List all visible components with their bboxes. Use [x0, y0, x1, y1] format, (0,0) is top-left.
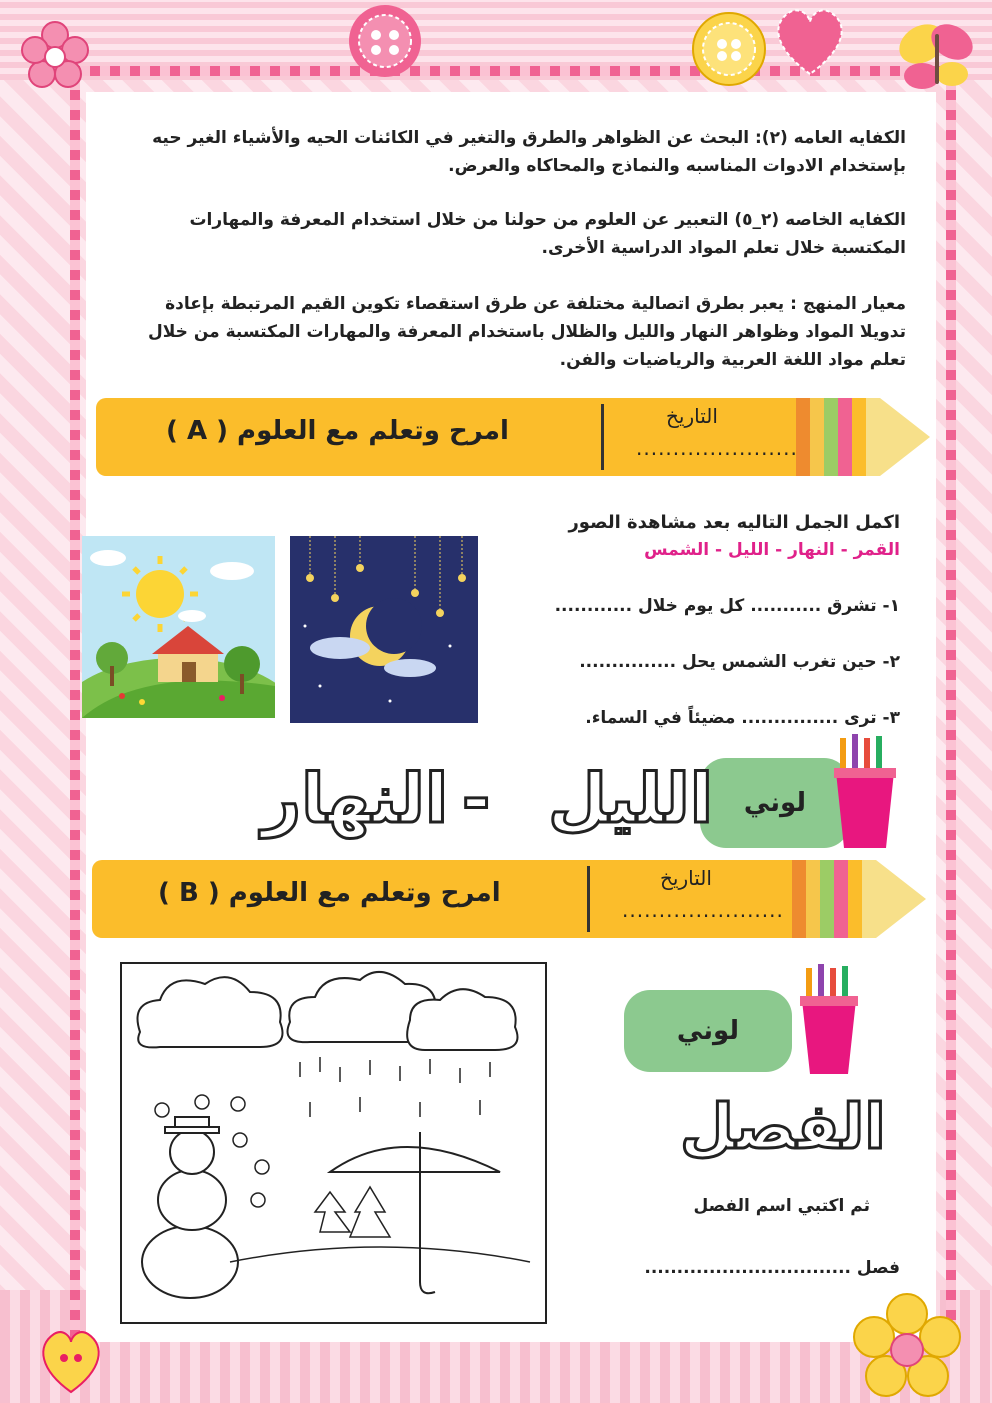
pencil-stripe	[824, 398, 838, 476]
pencil-stripe	[806, 860, 820, 938]
question-1: ١- تشرق ........... كل يوم خلال ............	[554, 596, 900, 616]
pencil-stripe	[838, 398, 852, 476]
outline-word-night: الليل	[548, 760, 714, 839]
right-wavy-border	[946, 70, 956, 1350]
section-b-title: امرح وتعلم مع العلوم ( B )	[158, 878, 501, 908]
instruction-text: اكمل الجمل التاليه بعد مشاهدة الصور	[568, 512, 900, 533]
word-bank: القمر - النهار - الليل - الشمس	[644, 540, 900, 560]
butterfly-icon	[892, 14, 982, 104]
flower-icon	[20, 20, 90, 90]
pencil-cup-icon	[828, 732, 898, 852]
date-line[interactable]: ......................	[636, 436, 798, 460]
pencil-stripe	[796, 398, 810, 476]
heart-icon	[36, 1326, 106, 1396]
winter-rain-coloring-image	[120, 962, 547, 1324]
color-tag-label: لوني	[743, 788, 807, 818]
question-3: ٣- ترى ............... مضيئاً في السماء.	[585, 708, 900, 728]
banner-divider	[587, 866, 590, 932]
left-wavy-border	[70, 70, 80, 1350]
pencil-stripe	[834, 860, 848, 938]
general-competency-text: الكفايه العامه (٢): البحث عن الظواهر والطرق والتغير في الكائنات الحيه والأشياء الغير حيه بإستخدام الادوات المناسبه والنماذج والمحاكاه والعرض.	[152, 128, 906, 176]
color-tag-b	[624, 990, 792, 1072]
pencil-stripe	[848, 860, 862, 938]
section-a-title: امرح وتعلم مع العلوم ( A )	[166, 416, 509, 446]
color-tag-label: لوني	[676, 1016, 740, 1046]
date-label: التاريخ	[666, 404, 718, 428]
pencil-stripe	[820, 860, 834, 938]
date-label: التاريخ	[660, 866, 712, 890]
pencil-stripe	[792, 860, 806, 938]
date-line[interactable]: ......................	[622, 898, 784, 922]
write-season-prompt: ثم اكتبي اسم الفصل	[693, 1196, 870, 1216]
section-a-banner	[96, 398, 941, 476]
day-scene-image	[82, 536, 275, 718]
night-scene-image	[290, 536, 478, 723]
pencil-stripe	[866, 398, 880, 476]
pencil-stripe	[810, 398, 824, 476]
pencil-tip	[876, 860, 926, 938]
section-b-banner	[92, 860, 937, 938]
season-answer-line[interactable]: فصل ................................	[644, 1258, 900, 1278]
yellow-button-icon	[690, 10, 768, 88]
specific-competency-text: الكفايه الخاصه (٢_٥) التعبير عن العلوم من حولنا من خلال استخدام المعرفة والمهارات المكتسبة خلال تعلم المواد الدراسية الأخرى.	[189, 210, 906, 258]
pencil-tip	[880, 398, 930, 476]
heart-icon	[770, 4, 850, 78]
question-2: ٢- حين تغرب الشمس يحل ...............	[579, 652, 900, 672]
pink-button-icon	[346, 2, 424, 80]
pencil-cup-icon	[796, 962, 860, 1077]
pencil-stripe	[852, 398, 866, 476]
banner-divider	[601, 404, 604, 470]
outline-word-season: الفصل	[680, 1090, 886, 1163]
flower-icon	[852, 1292, 962, 1402]
outline-word-dash: -	[462, 760, 491, 839]
outline-word-day: النهار	[262, 760, 449, 839]
curriculum-standard-text: معيار المنهج : يعبر بطرق اتصالية مختلفة عن طرق استقصاء تكوين القيم المرتبطة بإعادة تدويلا المواد وظواهر النهار والليل والظلال باستخدام المعرفة والمهارات المكتسبة من خلال تعلم مواد اللغة العربية والرياضيات والفن.	[148, 294, 906, 370]
pencil-stripe	[862, 860, 876, 938]
